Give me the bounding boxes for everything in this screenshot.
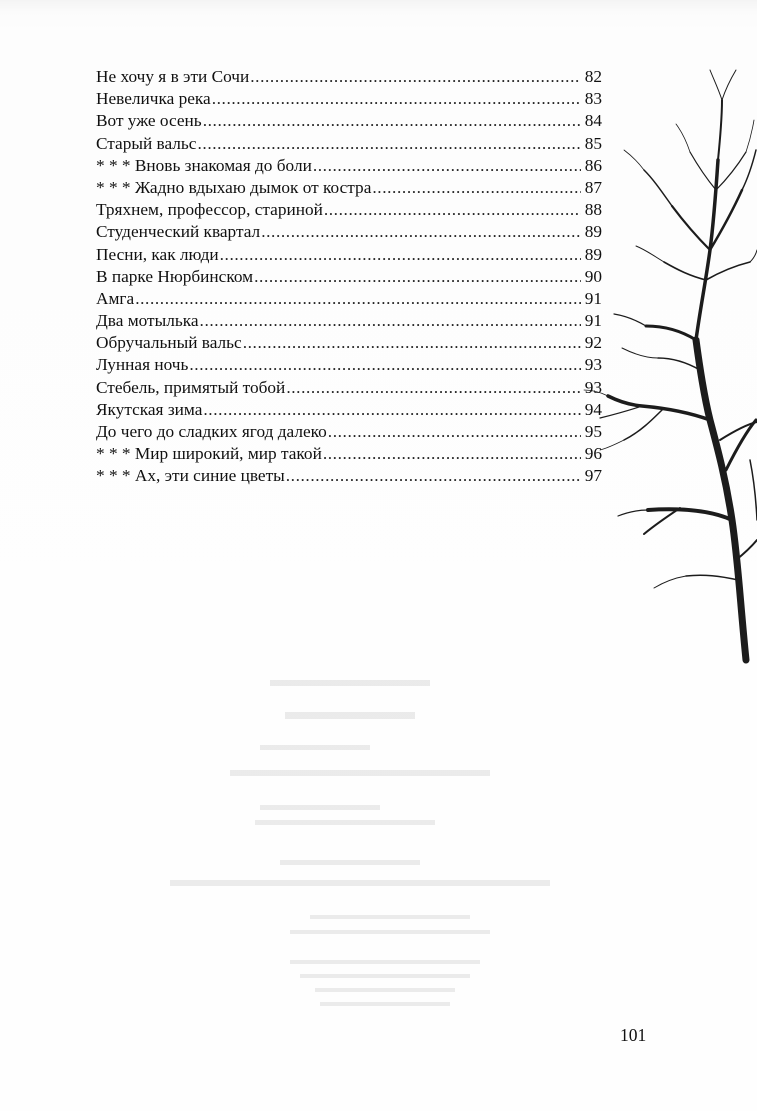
dot-leader	[324, 199, 581, 221]
dot-leader	[135, 288, 581, 310]
toc-entry	[96, 110, 602, 132]
toc-entry-title: До чего до сладких ягод далеко	[96, 422, 327, 441]
toc-entry-title: Песни, как люди	[96, 244, 219, 264]
page-number: 101	[620, 1025, 647, 1045]
toc-entry	[96, 310, 602, 332]
toc-entry-title: Студенческий квартал	[96, 222, 261, 242]
toc-entry-page: 91	[584, 311, 602, 331]
toc-entry	[96, 443, 602, 465]
dot-leader	[243, 332, 581, 354]
toc-entry-title: Невеличка река	[96, 89, 211, 109]
toc-entry-title: * * * Жадно вдыхаю дымок от костра	[96, 177, 372, 197]
toc-entry	[96, 421, 602, 443]
toc-entry-title: * * * Вновь знакомая до боли	[96, 155, 312, 175]
toc-entry	[96, 88, 602, 110]
toc-entry-title: Вот уже осень	[96, 111, 202, 131]
toc-entry-title: Старый вальс	[96, 133, 197, 153]
toc-entry	[96, 177, 602, 199]
toc-entry	[96, 133, 602, 155]
toc-entry-page: 87	[584, 177, 602, 197]
toc-entry-title: Стебель, примятый тобой	[96, 377, 286, 397]
toc-entry-title: Амга	[96, 288, 135, 308]
toc-entry-title: Якутская зима	[96, 399, 203, 419]
dot-leader	[261, 221, 581, 243]
toc-entry-page: 85	[584, 133, 602, 153]
toc-entry-page: 93	[584, 355, 602, 375]
toc-entry-page: 96	[584, 444, 602, 464]
toc-entry	[96, 266, 602, 288]
toc-entry	[96, 199, 602, 221]
toc-entry-title: Тряхнем, профессор, стариной	[96, 200, 323, 220]
dot-leader	[250, 66, 581, 88]
dot-leader	[212, 88, 581, 110]
toc-entry-page: 92	[584, 333, 602, 353]
toc-entry-title: Два мотылька	[96, 311, 199, 331]
toc-entry-title: * * * Ах, эти синие цветы	[96, 466, 285, 486]
dot-leader	[200, 310, 581, 332]
dot-leader	[220, 244, 581, 266]
toc-entry-page: 93	[584, 377, 602, 397]
dot-leader	[372, 177, 581, 199]
toc-entry-title: В парке Нюрбинском	[96, 266, 254, 286]
toc-entry	[96, 377, 602, 399]
dot-leader	[203, 399, 581, 421]
toc-entry	[96, 399, 602, 421]
toc-entry	[96, 332, 602, 354]
toc-entry-page: 84	[584, 111, 602, 131]
toc-entry	[96, 288, 602, 310]
toc-entry-page: 83	[584, 89, 602, 109]
toc-entry-title: * * * Мир широкий, мир такой	[96, 444, 322, 464]
dot-leader	[189, 354, 581, 376]
toc-entry-page: 86	[584, 155, 602, 175]
toc-entry-page: 95	[584, 422, 602, 441]
toc-entry	[96, 244, 602, 266]
toc-entry-page: 97	[584, 466, 602, 486]
dot-leader	[286, 465, 581, 487]
toc-entry-page: 88	[584, 200, 602, 220]
toc-entry-page: 89	[584, 222, 602, 242]
dot-leader	[323, 443, 581, 465]
dot-leader	[203, 110, 581, 132]
dot-leader	[197, 133, 581, 155]
toc-entry-title: Обручальный вальс	[96, 333, 242, 353]
table-of-contents	[96, 66, 602, 488]
toc-entry	[96, 465, 602, 487]
toc-entry	[96, 354, 602, 376]
toc-entry-title: Не хочу я в эти Сочи	[96, 67, 250, 86]
dot-leader	[313, 155, 581, 177]
toc-entry	[96, 221, 602, 243]
dot-leader	[328, 421, 581, 443]
toc-entry-page: 91	[584, 288, 602, 308]
toc-entry-page: 90	[584, 266, 602, 286]
toc-entry-page: 82	[584, 67, 602, 86]
dot-leader	[286, 377, 581, 399]
toc-entry-title: Лунная ночь	[96, 355, 189, 375]
toc-entry	[96, 155, 602, 177]
toc-entry-page: 94	[584, 399, 602, 419]
toc-entry	[96, 66, 602, 88]
dot-leader	[254, 266, 581, 288]
toc-entry-page: 89	[584, 244, 602, 264]
